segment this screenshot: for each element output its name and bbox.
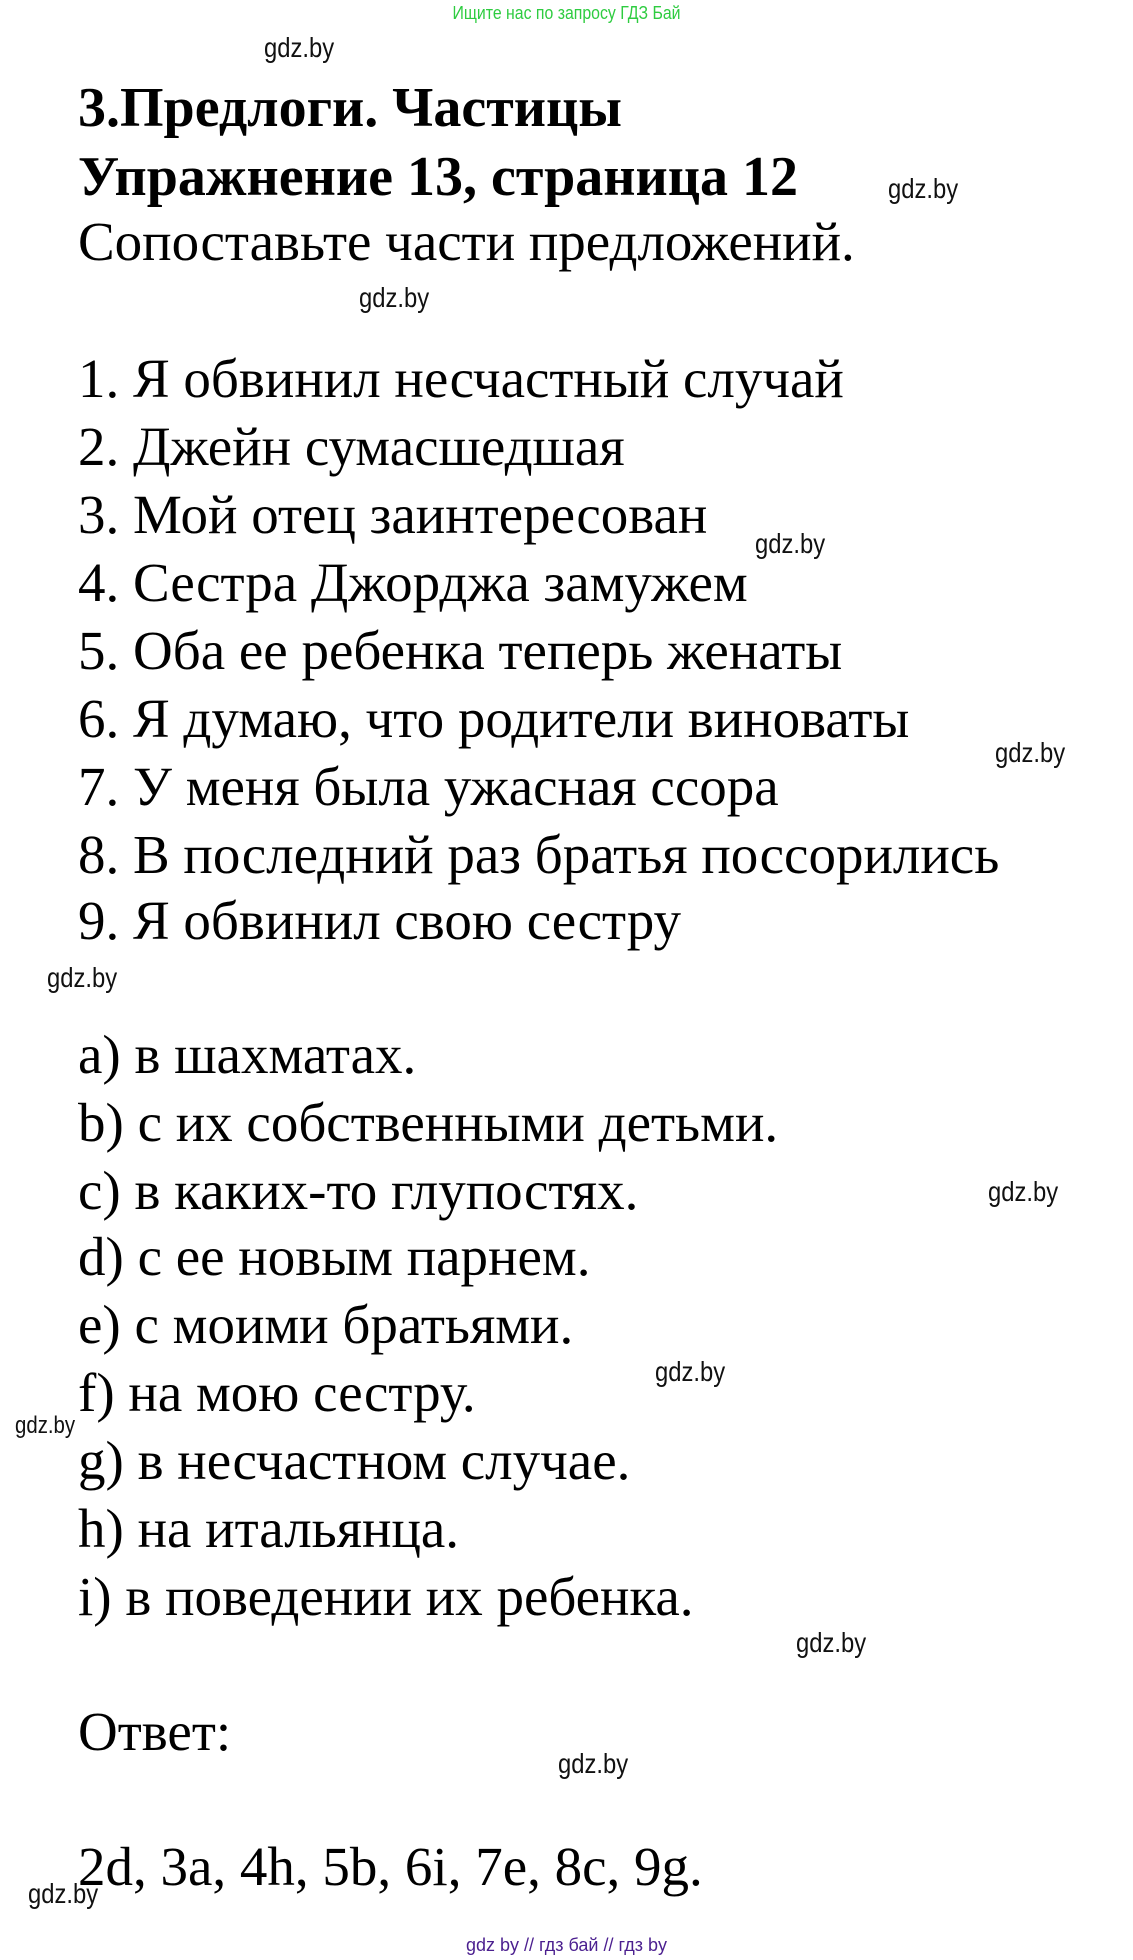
answer-text: 2d, 3a, 4h, 5b, 6i, 7e, 8c, 9g. (78, 1836, 703, 1897)
ending-item: c) в каких-то глупостях. (78, 1160, 639, 1221)
sentence-item: 6. Я думаю, что родители виноваты (78, 688, 910, 749)
sentence-item: 7. У меня была ужасная ссора (78, 756, 779, 817)
watermark: gdz.by (995, 737, 1066, 768)
watermark: gdz.by (47, 962, 118, 993)
watermark: gdz.by (558, 1748, 629, 1779)
answer-label: Ответ: (78, 1701, 232, 1762)
ending-item: a) в шахматах. (78, 1024, 417, 1085)
watermark: gdz.by (359, 282, 430, 313)
section-title: 3.Предлоги. Частицы (78, 77, 622, 139)
instruction: Сопоставьте части предложений. (78, 211, 855, 272)
watermark: gdz.by (988, 1176, 1059, 1207)
exercise-title: Упражнение 13, страница 12 (78, 146, 799, 208)
watermark: gdz.by (28, 1878, 99, 1909)
watermark: gdz.by (15, 1412, 76, 1439)
watermark: gdz.by (655, 1356, 726, 1387)
ending-item: i) в поведении их ребенка. (78, 1566, 694, 1627)
sentence-item: 1. Я обвинил несчастный случай (78, 348, 844, 409)
sentence-item: 3. Мой отец заинтересован (78, 484, 708, 545)
watermark: gdz.by (264, 32, 335, 63)
ending-item: g) в несчастном случае. (78, 1430, 631, 1491)
ending-item: d) с ее новым парнем. (78, 1226, 591, 1287)
sentence-item: 4. Сестра Джорджа замужем (78, 552, 748, 613)
watermark: gdz.by (796, 1627, 867, 1658)
search-banner[interactable]: Ищите нас по запросу ГДЗ Бай (452, 3, 681, 23)
sentence-item: 8. В последний раз братья поссорились (78, 824, 1000, 885)
ending-item: b) с их собственными детьми. (78, 1092, 779, 1153)
ending-item: h) на итальянца. (78, 1498, 460, 1559)
sentence-item: 9. Я обвинил свою сестру (78, 890, 681, 951)
ending-item: f) на мою сестру. (78, 1362, 476, 1423)
watermark: gdz.by (888, 173, 959, 204)
watermark: gdz.by (755, 528, 826, 559)
ending-item: e) с моими братьями. (78, 1294, 574, 1355)
sentence-item: 5. Оба ее ребенка теперь женаты (78, 620, 843, 681)
footer-links[interactable]: gdz by // гдз бай // гдз by (465, 1935, 668, 1955)
sentence-item: 2. Джейн сумасшедшая (78, 416, 625, 477)
